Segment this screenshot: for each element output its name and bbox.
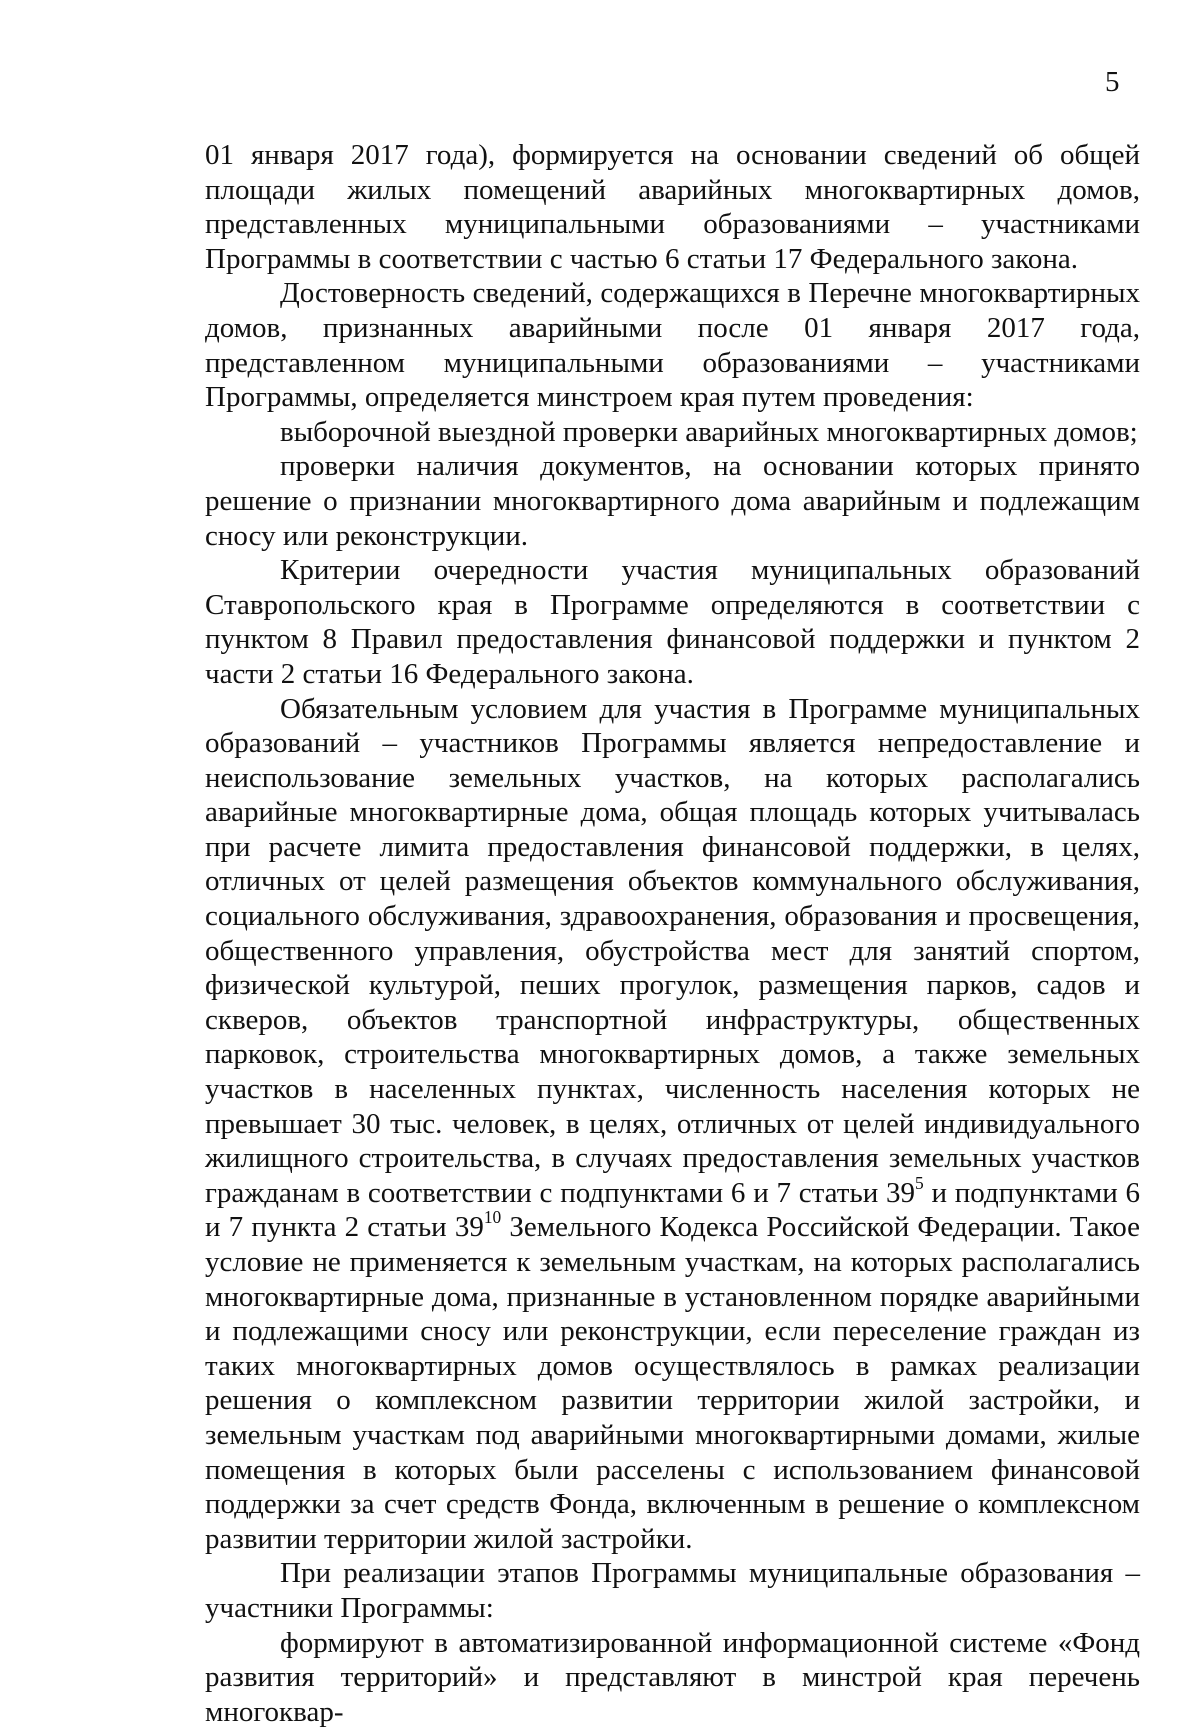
superscript-10: 10 <box>483 1207 502 1228</box>
mandatory-condition-text-2: и подпунктами 6 и 7 пункта 2 статьи 39 <box>205 1176 1140 1244</box>
paragraph-stage-implementation: При реализации этапов Программы муниципальные образования – участники Программы: <box>205 1557 1140 1624</box>
mandatory-condition-text-1: Обязательным условием для участия в Программе муниципальных образований – участников Программы является непредоставление и неиспользование земельных участков, на которых располагались аварийные многоквартирные дома, общая площадь которых учитывалась при расчете лимита предоставления финансовой поддержки, в целях, отличных от целей размещения объектов коммунального обслуживания, социального обслуживания, здравоохранения, образования и просвещения, общественного управления, обустройства мест для занятий спортом, физической культурой, пеших прогулок, размещения парков, садов и скверов, объектов транспортной инфраструктуры, общественных парковок, строительства многоквартирных домов, а также земельных участков в населенных пунктах, численность населения которых не превышает 30 тыс. человек, в целях, отличных от целей индивидуального жилищного строительства, в случаях предоставления земельных участков гражданам в соответствии с подпунктами 6 и 7 статьи 39 <box>205 692 1140 1209</box>
paragraph-priority-criteria: Критерии очередности участия муниципальных образований Ставропольского края в Программе определяются в соответствии с пунктом 8 Правил предоставления финансовой поддержки и пунктом 2 части 2 статьи 16 Федерального закона. <box>205 554 1140 690</box>
superscript-5: 5 <box>914 1172 924 1193</box>
page-number: 5 <box>1105 66 1120 98</box>
list-item-form-list: формируют в автоматизированной информационной системе «Фонд развития территорий» и представляют в минстрой края перечень многоквар- <box>205 1626 1140 1728</box>
list-item-selective-inspection: выборочной выездной проверки аварийных многоквартирных домов; <box>280 415 1138 448</box>
document-body <box>205 138 1140 1729</box>
list-item-document-check: проверки наличия документов, на основании которых принято решение о признании многоквартирного дома аварийным и подлежащим сносу или реконструкции. <box>205 450 1140 552</box>
paragraph-mandatory-condition <box>205 692 1140 1557</box>
mandatory-condition-text-3: Земельного Кодекса Российской Федерации. Такое условие не применяется к земельным участкам, на которых располагались многоквартирные дома, признанные в установленном порядке аварийными и подлежащими сносу или реконструкции, если переселение граждан из таких многоквартирных домов осуществлялось в рамках реализации решения о комплексном развитии территории жилой застройки, и земельным участкам под аварийными многоквартирными домами, жилые помещения в которых были расселены с использованием финансовой поддержки за счет средств Фонда, включенным в решение о комплексном развитии территории жилой застройки. <box>205 1211 1140 1555</box>
paragraph-continuation: 01 января 2017 года), формируется на основании сведений об общей площади жилых помещений аварийных многоквартирных домов, представленных муниципальными образованиями – участниками Программы в соответствии с частью 6 статьи 17 Федерального закона. <box>205 139 1140 275</box>
paragraph-reliability: Достоверность сведений, содержащихся в Перечне многоквартирных домов, признанных аварийными после 01 января 2017 года, представленном муниципальными образованиями – участниками Программы, определяется минстроем края путем проведения: <box>205 277 1140 414</box>
